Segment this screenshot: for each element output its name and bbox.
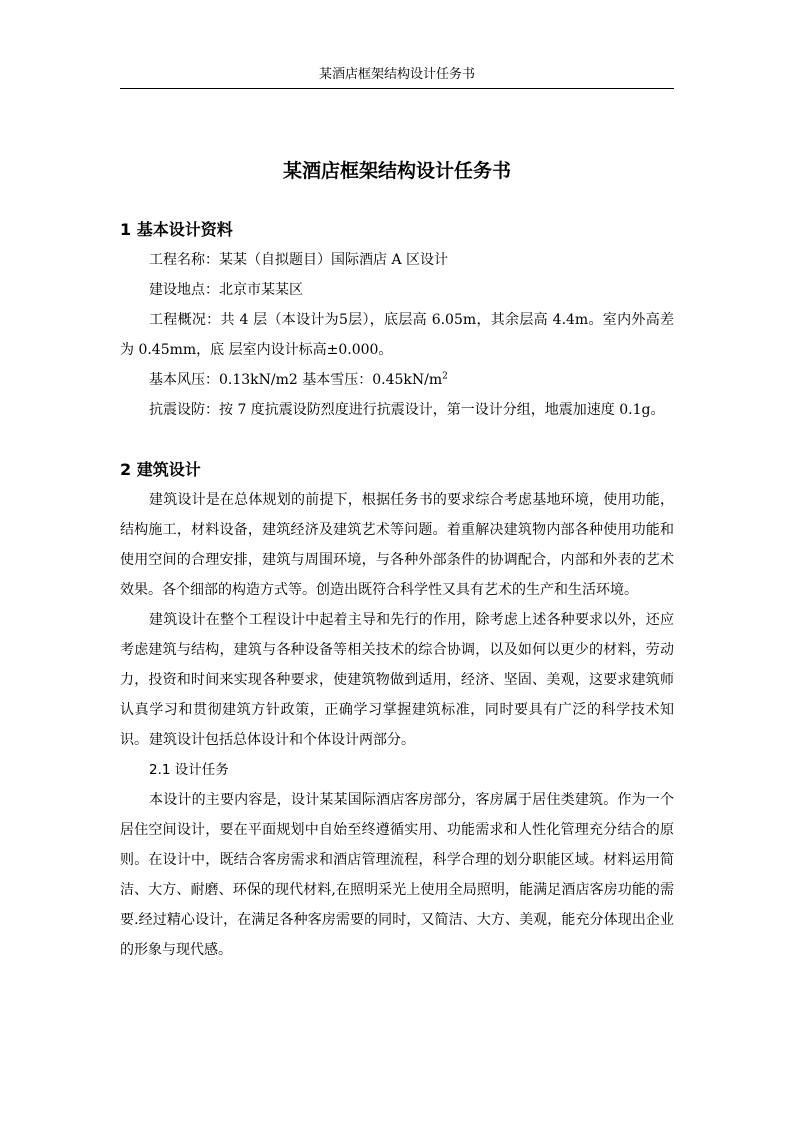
loads-superscript: 2 <box>442 371 448 382</box>
design-task-paragraph: 本设计的主要内容是，设计某某国际酒店客房部分，客房属于居住类建筑。作为一个居住空间设计，要在平面规划中自始至终遵循实用、功能需求和人性化管理充分结合的原则。在设计中，既结合客房需求和酒店管理流程，科学合理的划分职能区域。材料运用简洁、大方、耐磨、环保的现代材料,在照明采光上使用全局照明，能满足酒店客房功能的需要.经过精心设计，在满足各种客房需要的同时，又简洁、大方、美观，能充分体现出企业的形象与现代感。 <box>120 792 674 958</box>
architecture-paragraph-2: 建筑设计在整个工程设计中起着主导和先行的作用，除考虑上述各种要求以外，还应考虑建筑与结构，建筑与各种设备等相关技术的综合协调，以及如何以更少的材料，劳动力，投资和时间来实现各种要求，使建筑物做到适用，经济、坚固、美观，这要求建筑师认真学习和贯彻建筑方针政策，正确学习掌握建筑标准，同时要具有广泛的科学技术知识。 <box>120 612 674 748</box>
document-body <box>120 153 674 965</box>
section-heading-basic-data: 1 基本设计资料 <box>120 220 233 239</box>
loads-line <box>120 365 674 395</box>
running-header: 某酒店框架结构设计任务书 <box>318 67 475 82</box>
site-line: 建设地点：北京市某某区 <box>149 282 303 298</box>
project-name-line: 工程名称：某某（自拟题目）国际酒店 A 区设计 <box>149 252 449 268</box>
architecture-paragraph-1: 建筑设计是在总体规划的前提下，根据任务书的要求综合考虑基地环境，使用功能，结构施工，材料设备，建筑经济及建筑艺术等问题。着重解决建筑物内部各种使用功能和使用空间的合理安排，建筑与周围环境，与各种外部条件的协调配合，内部和外表的艺术效果。各个细部的构造方式等。创造出既符合科学性又具有艺术的生产和生活环境。 <box>120 492 674 598</box>
subsection-heading-design-task: 2.1 设计任务 <box>149 762 229 778</box>
architecture-paragraph-3: 建筑设计包括总体设计和个体设计两部分。 <box>149 732 415 748</box>
seismic-paragraph: 抗震设防：按 7 度抗震设防烈度进行抗震设计，第一设计分组，地震加速度 0.1g。 <box>149 402 665 418</box>
section-heading-architecture: 2 建筑设计 <box>120 460 201 479</box>
overview-paragraph: 工程概况：共 4 层（本设计为5层），底层高 6.05m，其余层高 4.4m。室内外高差为 0.45mm，底 层室内设计标高±0.000。 <box>120 312 674 358</box>
document-title: 某酒店框架结构设计任务书 <box>282 160 511 182</box>
header-divider <box>120 88 674 89</box>
loads-text: 基本风压：0.13kN/m2 基本雪压：0.45kN/m <box>149 372 443 388</box>
